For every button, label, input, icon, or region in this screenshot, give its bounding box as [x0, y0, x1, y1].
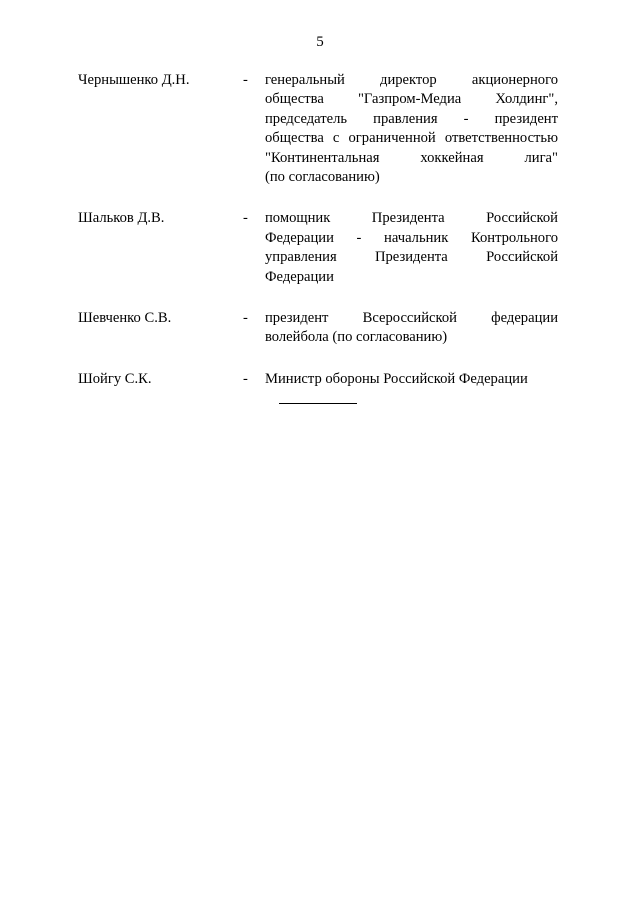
position-line: Федерации: [265, 268, 334, 285]
entry-dash: -: [243, 210, 248, 227]
position-line: председатель правления - президент: [265, 110, 558, 127]
member-entry: [78, 71, 558, 187]
member-list: [78, 71, 558, 411]
member-position: [265, 370, 558, 389]
position-line: общества с ограниченной ответственностью: [265, 130, 558, 147]
page-number: 5: [316, 34, 324, 50]
position-line: помощник Президента Российской: [265, 210, 558, 227]
position-line: генеральный директор акционерного: [265, 72, 558, 88]
position-line: "Континентальная хоккейная лига": [265, 149, 558, 166]
member-position: [265, 209, 558, 287]
member-name: Шальков Д.В.: [78, 210, 165, 227]
entry-dash: -: [243, 370, 248, 387]
member-entry: [78, 309, 558, 348]
position-line: волейбола (по согласованию): [265, 329, 448, 346]
member-name: Шевченко С.В.: [78, 309, 172, 326]
entry-dash: -: [243, 309, 248, 326]
member-entry: [78, 370, 558, 389]
position-line: Министр обороны Российской Федерации: [265, 370, 528, 387]
position-line: общества "Газпром-Медиа Холдинг",: [265, 91, 558, 108]
entry-dash: -: [243, 72, 248, 88]
member-name: Шойгу С.К.: [78, 370, 152, 387]
member-entry: [78, 209, 558, 287]
position-line: Федерации - начальник Контрольного: [265, 229, 558, 246]
member-name: Чернышенко Д.Н.: [78, 72, 190, 88]
member-position: [265, 71, 558, 187]
position-line: управления Президента Российской: [265, 249, 558, 266]
position-line: (по согласованию): [265, 168, 380, 185]
end-of-list-rule: [279, 403, 357, 404]
member-position: [265, 309, 558, 348]
position-line: президент Всероссийской федерации: [265, 309, 558, 326]
